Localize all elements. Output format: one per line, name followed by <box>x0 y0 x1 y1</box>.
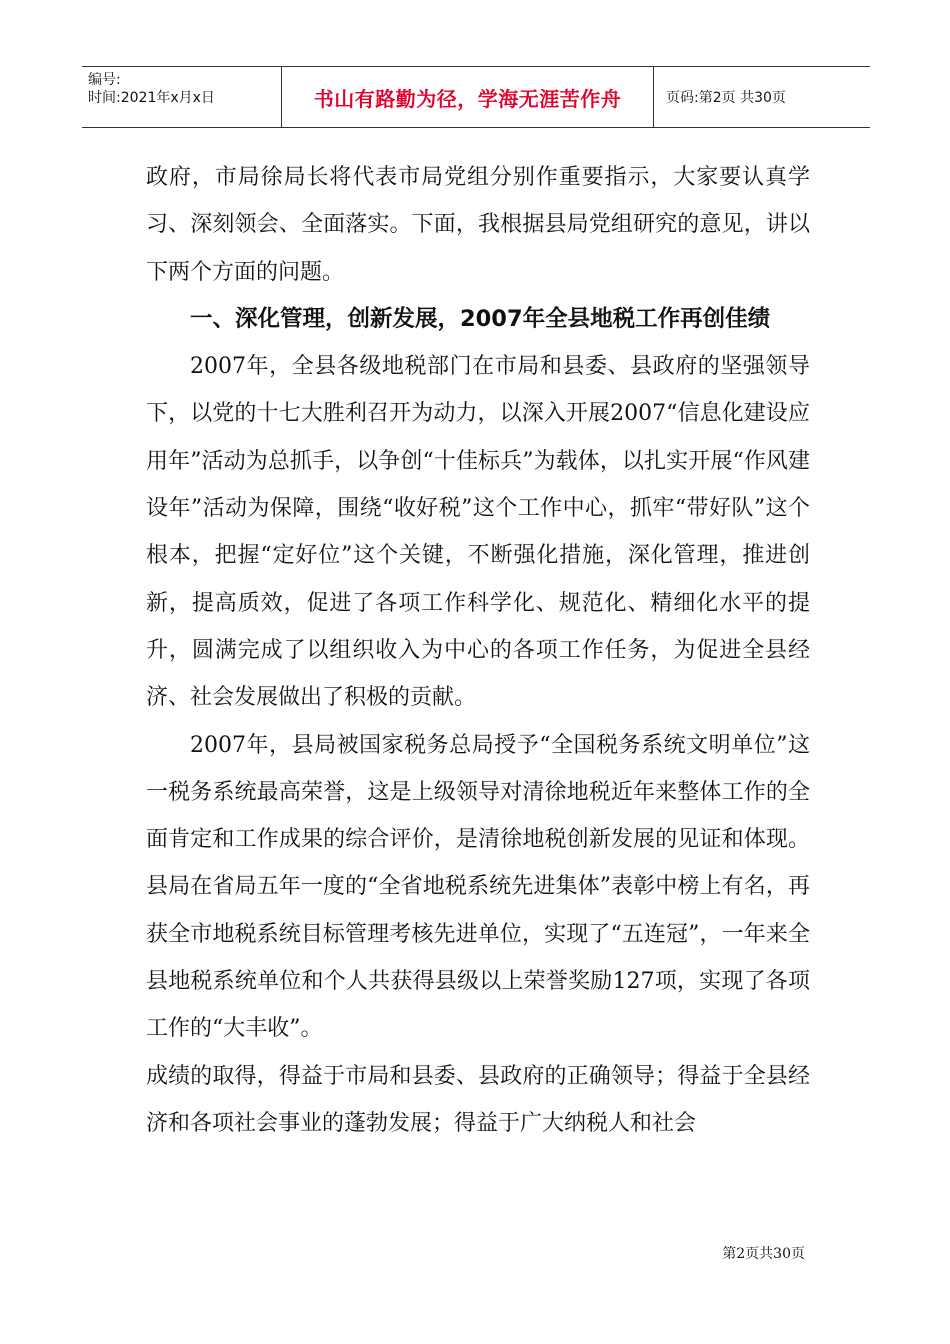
number-label: 编号: <box>88 72 121 88</box>
header-info-cell <box>82 67 282 127</box>
paragraph-4: 成绩的取得，得益于市局和县委、县政府的正确领导；得益于全县经济和各项社会事业的蓬勃发展；得益于广大纳税人和社会 <box>146 1063 810 1136</box>
section-heading-1: 一、深化管理，创新发展，2007年全县地税工作再创佳绩 <box>190 305 771 332</box>
header-motto: 书山有路勤为径，学海无涯苦作舟 <box>282 67 654 127</box>
paragraph-3: 2007年，县局被国家税务总局授予“全国税务系统文明单位”这一税务系统最高荣誉，这是上级领导对清徐地税近年来整体工作的全面肯定和工作成果的综合评价，是清徐地税创新发展的见证和体现。县局在省局五年一度的“全省地税系统先进集体”表彰中榜上有名，再获全市地税系统目标管理考核先进单位，实现了“五连冠”，一年来全县地税系统单位和个人共获得县级以上荣誉奖励127项，实现了各项工作的“大丰收”。 <box>146 732 810 1042</box>
document-header <box>82 66 870 128</box>
document-body <box>146 154 810 1147</box>
paragraph-1: 政府，市局徐局长将代表市局党组分别作重要指示，大家要认真学习、深刻领会、全面落实。下面，我根据县局党组研究的意见，讲以下两个方面的问题。 <box>146 165 810 285</box>
paragraph-2: 2007年，全县各级地税部门在市局和县委、县政府的坚强领导下，以党的十七大胜利召开为动力，以深入开展2007“信息化建设应用年”活动为总抓手，以争创“十佳标兵”为载体，以扎实开展“作风建设年”活动为保障，围绕“收好税”这个工作中心，抓牢“带好队”这个根本，把握“定好位”这个关键，不断强化措施，深化管理，推进创新，提高质效，促进了各项工作科学化、规范化、精细化水平的提升，圆满完成了以组织收入为中心的各项工作任务，为促进全县经济、社会发展做出了积极的贡献。 <box>146 354 810 711</box>
header-page-code: 页码:第2页 共30页 <box>666 90 786 106</box>
time-label: 时间:2021年x月x日 <box>88 90 215 106</box>
page-footer: 第2页共30页 <box>722 1246 805 1262</box>
